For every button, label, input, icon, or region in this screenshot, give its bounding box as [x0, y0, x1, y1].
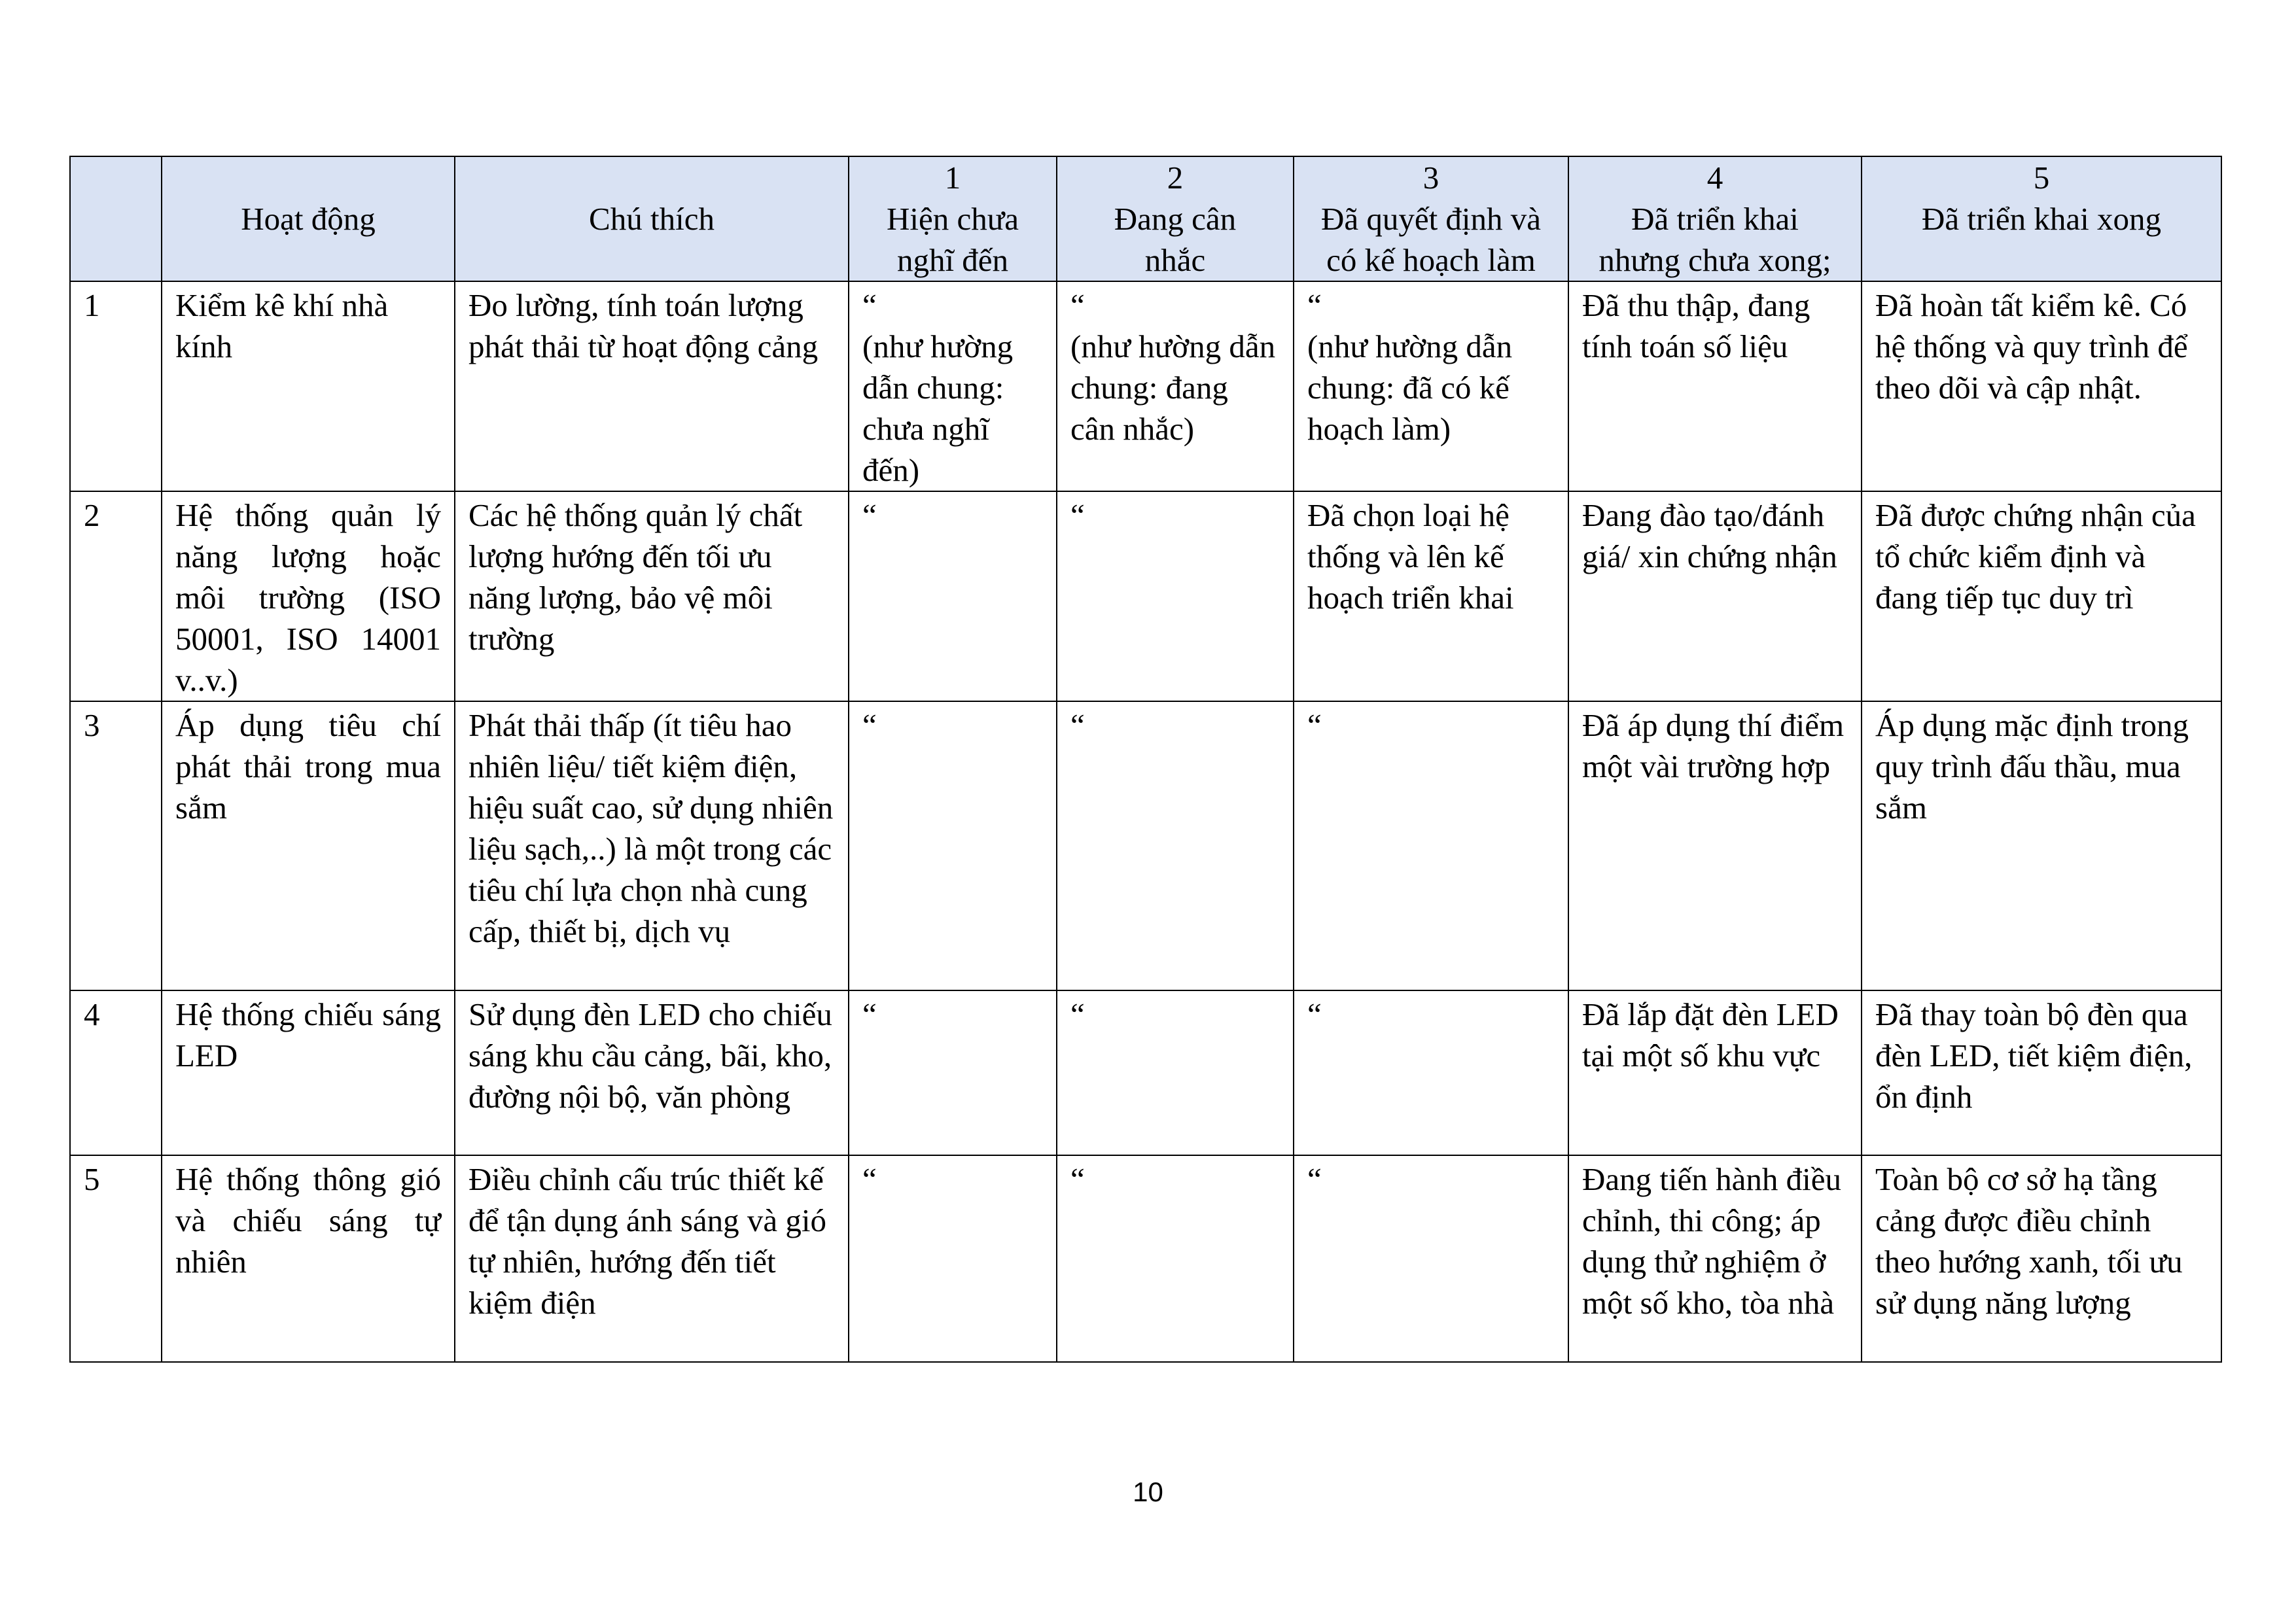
row-note: Phát thải thấp (ít tiêu hao nhiên liệu/ tiết kiệm điện, hiệu suất cao, sử dụng nhiên liệu sạch,..) là một trong các tiêu chí lựa chọn nhà cung cấp, thiết bị, dịch vụ	[455, 701, 849, 990]
row-level-3: Đã chọn loại hệ thống và lên kế hoạch triển khai	[1294, 491, 1568, 701]
header-level-4-line-2: nhưng chưa xong;	[1598, 242, 1831, 278]
row-level-2: “	[1057, 701, 1294, 990]
row-activity: Áp dụng tiêu chí phát thải trong mua sắm	[162, 701, 455, 990]
row-note: Các hệ thống quản lý chất lượng hướng đến tối ưu năng lượng, bảo vệ môi trường	[455, 491, 849, 701]
header-level-5	[1862, 156, 2221, 281]
header-level-1-number: 1	[944, 160, 961, 196]
row-level-3: “	[1294, 990, 1568, 1155]
header-note-label: Chú thích	[589, 201, 715, 237]
row-level-5: Áp dụng mặc định trong quy trình đấu thầu, mua sắm	[1862, 701, 2221, 990]
header-level-1-line-2: nghĩ đến	[896, 242, 1009, 278]
header-activity-label: Hoạt động	[241, 201, 376, 237]
header-number-cell	[70, 156, 162, 281]
row-level-4: Đã thu thập, đang tính toán số liệu	[1568, 281, 1862, 491]
row-number: 4	[70, 990, 162, 1155]
row-level-4: Đang tiến hành điều chỉnh, thi công; áp dụng thử nghiệm ở một số kho, tòa nhà	[1568, 1155, 1862, 1362]
row-level-2: “	[1057, 491, 1294, 701]
row-level-3: “	[1294, 701, 1568, 990]
row-level-4: Đã lắp đặt đèn LED tại một số khu vực	[1568, 990, 1862, 1155]
row-number: 5	[70, 1155, 162, 1362]
row-level-5: Đã thay toàn bộ đèn qua đèn LED, tiết kiệm điện, ổn định	[1862, 990, 2221, 1155]
row-number: 3	[70, 701, 162, 990]
table-row	[70, 281, 2221, 491]
table-row	[70, 990, 2221, 1155]
header-note	[455, 156, 849, 281]
header-level-4-line-1: Đã triển khai	[1631, 201, 1799, 237]
header-level-5-line-1: Đã triển khai xong	[1921, 201, 2162, 237]
header-level-5-number: 5	[2033, 160, 2050, 196]
header-level-2-line-2: nhắc	[1144, 242, 1206, 278]
row-level-2: “	[1057, 990, 1294, 1155]
row-activity: Hệ thống chiếu sáng LED	[162, 990, 455, 1155]
row-level-2: “	[1057, 1155, 1294, 1362]
row-level-1: “	[849, 701, 1057, 990]
row-level-1: “	[849, 990, 1057, 1155]
row-level-5: Đã được chứng nhận của tổ chức kiểm định và đang tiếp tục duy trì	[1862, 491, 2221, 701]
row-activity: Kiểm kê khí nhà kính	[162, 281, 455, 491]
row-level-5: Đã hoàn tất kiểm kê. Có hệ thống và quy trình để theo dõi và cập nhật.	[1862, 281, 2221, 491]
row-number: 2	[70, 491, 162, 701]
row-level-4: Đã áp dụng thí điểm một vài trường hợp	[1568, 701, 1862, 990]
row-level-2: “ (như hường dẫn chung: đang cân nhắc)	[1057, 281, 1294, 491]
table-row	[70, 701, 2221, 990]
row-level-1: “ (như hường dẫn chung: chưa nghĩ đến)	[849, 281, 1057, 491]
maturity-table	[69, 156, 2222, 1363]
page-number: 10	[1133, 1476, 1163, 1507]
header-level-2-line-1: Đang cân	[1114, 201, 1237, 237]
header-level-1-line-1: Hiện chưa	[886, 201, 1019, 237]
row-level-1: “	[849, 491, 1057, 701]
header-level-3-number: 3	[1422, 160, 1439, 196]
header-level-3-line-1: Đã quyết định và	[1320, 201, 1542, 237]
row-level-3: “	[1294, 1155, 1568, 1362]
row-level-4: Đang đào tạo/đánh giá/ xin chứng nhận	[1568, 491, 1862, 701]
row-activity: Hệ thống thông gió và chiếu sáng tự nhiên	[162, 1155, 455, 1362]
row-level-5: Toàn bộ cơ sở hạ tầng cảng được điều chỉnh theo hướng xanh, tối ưu sử dụng năng lượng	[1862, 1155, 2221, 1362]
row-note: Điều chỉnh cấu trúc thiết kế để tận dụng ánh sáng và gió tự nhiên, hướng đến tiết kiệm điện	[455, 1155, 849, 1362]
header-level-4-number: 4	[1706, 160, 1723, 196]
header-level-2-number: 2	[1167, 160, 1184, 196]
table-row	[70, 491, 2221, 701]
header-level-2	[1057, 156, 1294, 281]
header-level-3-line-2: có kế hoạch làm	[1326, 242, 1536, 278]
header-level-3	[1294, 156, 1568, 281]
header-level-1	[849, 156, 1057, 281]
header-activity	[162, 156, 455, 281]
header-level-4	[1568, 156, 1862, 281]
row-number: 1	[70, 281, 162, 491]
row-note: Sử dụng đèn LED cho chiếu sáng khu cầu cảng, bãi, kho, đường nội bộ, văn phòng	[455, 990, 849, 1155]
table-row	[70, 1155, 2221, 1362]
row-level-3: “ (như hường dẫn chung: đã có kế hoạch làm)	[1294, 281, 1568, 491]
row-level-1: “	[849, 1155, 1057, 1362]
row-activity: Hệ thống quản lý năng lượng hoặc môi trường (ISO 50001, ISO 14001 v..v.)	[162, 491, 455, 701]
row-note: Đo lường, tính toán lượng phát thải từ hoạt động cảng	[455, 281, 849, 491]
table-header-row	[70, 156, 2221, 281]
